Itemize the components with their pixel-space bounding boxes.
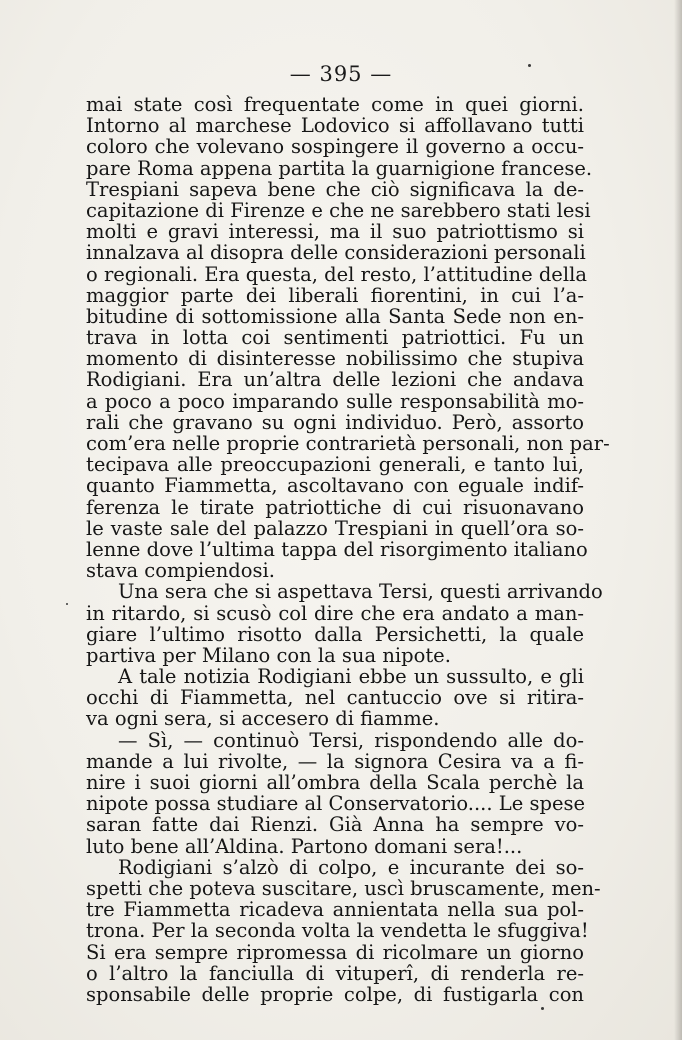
text-line: tre Fiammetta ricadeva annientata nella sua pol- (86, 898, 584, 922)
text-line: A tale notizia Rodigiani ebbe un sussulto, e gli (118, 665, 584, 689)
text-line: trona. Per la seconda volta la vendetta le sfuggiva! (86, 919, 589, 943)
text-line: le vaste sale del palazzo Trespiani in quell’ora so- (86, 516, 584, 540)
text-line: Una sera che si aspettava Tersi, questi arrivando (118, 580, 603, 604)
text-line: bitudine di sottomissione alla Santa Sede non en- (86, 304, 584, 328)
text-line: partiva per Milano con la sua nipote. (86, 643, 451, 667)
text-line: o regionali. Era questa, del resto, l’attitudine della (86, 262, 587, 286)
text-line: occhi di Fiammetta, nel cantuccio ove si ritira- (86, 686, 584, 710)
text-line: nipote possa studiare al Conservatorio.... Le spese (86, 792, 586, 816)
text-line: ferenza le tirate patriottiche di cui risuonavano (86, 495, 584, 519)
text-line: Trespiani sapeva bene che ciò significava la de- (86, 177, 584, 201)
text-line: innalzava al disopra delle considerazioni personali (86, 241, 586, 265)
text-line: stava compiendosi. (86, 559, 275, 583)
text-line: sponsabile delle proprie colpe, di fustigarla con (86, 982, 584, 1006)
text-line: pare Roma appena partita la guarnigione francese. (86, 156, 593, 180)
text-line: capitazione di Firenze e che ne sarebbero stati lesi (86, 198, 591, 222)
text-line: quanto Fiammetta, ascoltavano con eguale indif- (86, 474, 584, 498)
text-line: coloro che volevano sospingere il governo a occu- (86, 135, 584, 159)
text-line: va ogni sera, si accesero di fiamme. (86, 707, 440, 731)
text-line: a poco a poco imparando sulle responsabilità mo- (86, 389, 584, 413)
text-line: maggior parte dei liberali fiorentini, in cui l’a- (86, 283, 584, 307)
text-line: rali che gravano su ogni individuo. Però, assorto (86, 410, 584, 434)
text-line: Rodigiani. Era un’altra delle lezioni che andava (86, 368, 584, 392)
text-line: Si era sempre ripromessa di ricolmare un giorno (86, 940, 584, 964)
page-edge-shadow (674, 0, 682, 1040)
text-line: spetti che poteva suscitare, uscì bruscamente, men- (86, 876, 601, 900)
paper-speck (541, 1007, 544, 1010)
text-line: mande a lui rivolte, — la signora Cesira va a fi- (86, 749, 584, 773)
text-line: nire i suoi giorni all’ombra della Scala perchè la (86, 771, 584, 794)
text-line: mai state così frequentate come in quei giorni. (86, 93, 584, 116)
text-line: o l’altro la fanciulla di vituperî, di renderla re- (86, 961, 584, 985)
body-text (86, 93, 610, 1006)
text-line: lenne dove l’ultima tappa del risorgimento italiano (86, 537, 588, 561)
text-line: luto bene all’Aldina. Partono domani sera!... (86, 834, 523, 858)
text-line: saran fatte dai Rienzi. Già Anna ha sempre vo- (86, 813, 584, 837)
text-line: in ritardo, si scusò col dire che era andato a man- (86, 601, 584, 625)
text-line: molti e gravi interessi, ma il suo patriottismo si (86, 220, 584, 244)
text-line: Rodigiani s’alzò di colpo, e incurante dei so- (118, 855, 584, 879)
paper-speck (528, 64, 531, 67)
text-line: momento di disinteresse nobilissimo che stupiva (86, 347, 584, 371)
page-number: — 395 — (289, 62, 393, 86)
text-line: — Sì, — continuò Tersi, rispondendo alle do- (118, 728, 584, 752)
text-line: Intorno al marchese Lodovico si affollavano tutti (86, 114, 584, 138)
paper-speck (66, 603, 68, 605)
text-line: com’era nelle proprie contrarietà personali, non par- (86, 432, 610, 455)
text-line: trava in lotta coi sentimenti patriottici. Fu un (86, 326, 584, 350)
text-line: giare l’ultimo risotto dalla Persichetti, la quale (86, 622, 584, 646)
text-line: tecipava alle preoccupazioni generali, e tanto lui, (86, 453, 584, 477)
